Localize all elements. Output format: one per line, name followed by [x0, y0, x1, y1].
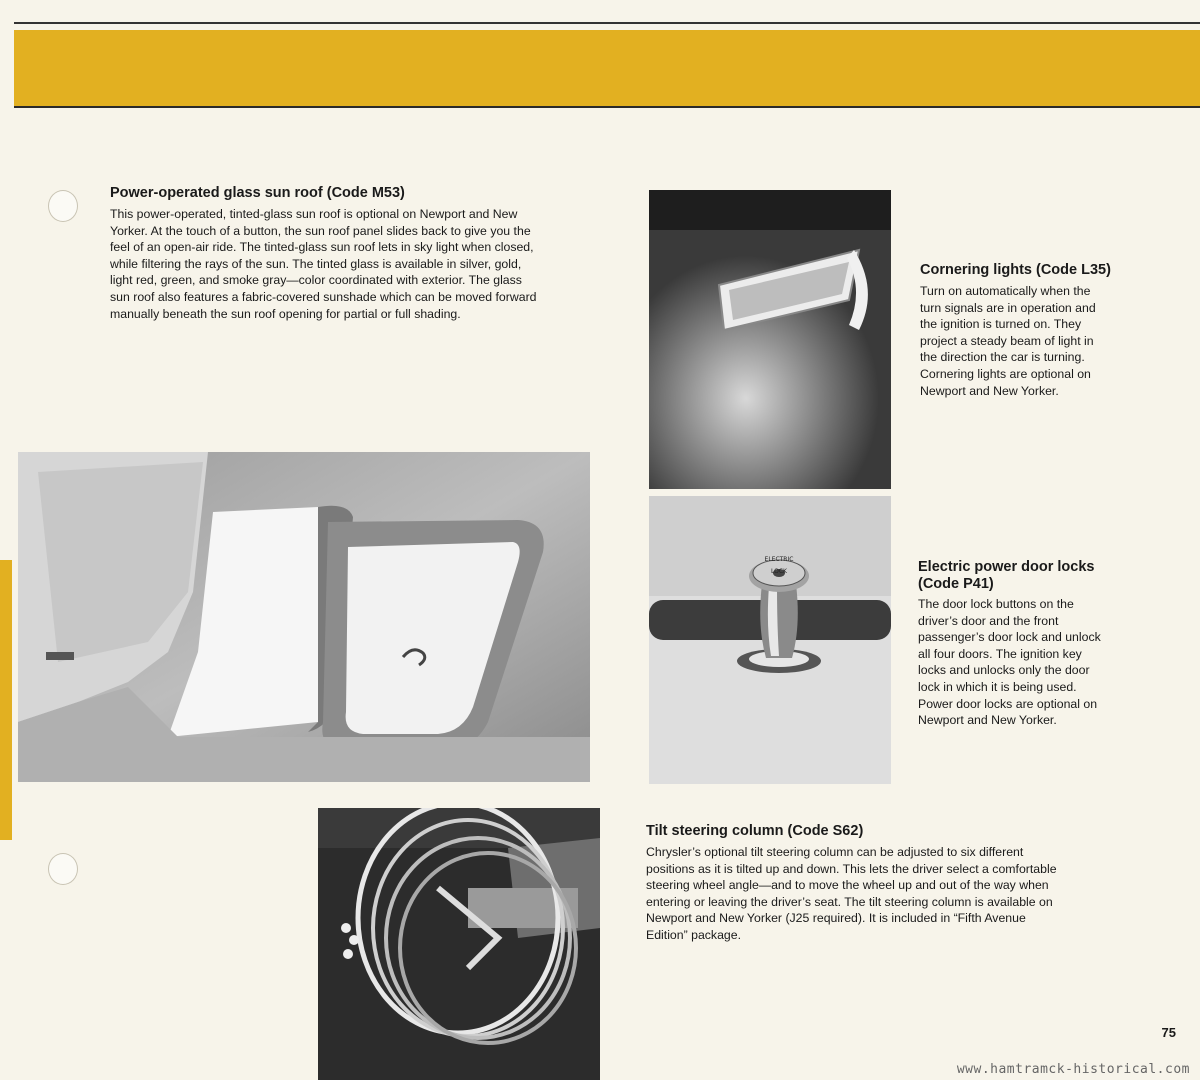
binder-punch-hole: [48, 190, 78, 222]
text-line: The door lock buttons on the: [918, 597, 1074, 611]
text-line: This power-operated, tinted-glass sun roof is optional on Newport and New: [110, 207, 518, 221]
left-edge-color-strip: [0, 560, 12, 840]
text-line: the direction the car is turning.: [920, 350, 1085, 365]
text-line: turn signals are in operation and: [920, 300, 1096, 315]
text-line: entering or leaving the driver’s seat. The tilt steering column is available on: [646, 894, 1053, 909]
text-line: locks and unlocks only the door: [918, 663, 1090, 678]
sunroof-photo: [18, 452, 590, 782]
text-line: manually beneath the sun roof opening for partial or full shading.: [110, 306, 461, 321]
text-line: all four doors. The ignition key: [918, 646, 1082, 661]
lock-label-line: LOCK: [771, 568, 787, 575]
binder-punch-hole: [48, 853, 78, 885]
tilt-heading: Tilt steering column (Code S62): [646, 823, 864, 839]
sunroof-description: [110, 206, 600, 322]
text-line: sun roof also features a fabric-covered sunshade which can be moved forward: [110, 289, 537, 304]
text-line: passenger’s door lock and unlock: [918, 630, 1101, 645]
lock-button-label: [753, 556, 805, 575]
text-line: positions as it is tilted up and down. This lets the driver select a comfortable: [646, 861, 1057, 876]
text-line: steering wheel angle—and to move the wheel up and out of the way when: [646, 878, 1049, 893]
text-line: driver’s door and the front: [918, 613, 1059, 628]
heading-line: (Code P41): [918, 576, 994, 592]
sunroof-heading: Power-operated glass sun roof (Code M53): [110, 185, 405, 201]
text-line: Yorker. At the touch of a button, the sun roof panel slides back to give you the: [110, 223, 531, 238]
cornering-description: [920, 283, 1160, 399]
header-color-band: [14, 30, 1200, 108]
tilt-steering-photo: [318, 808, 600, 1080]
text-line: Newport and New Yorker.: [920, 383, 1059, 398]
cornering-light-photo: [649, 190, 891, 489]
text-line: Newport and New Yorker (J25 required). It is included in “Fifth Avenue: [646, 911, 1026, 926]
text-line: Newport and New Yorker.: [918, 713, 1057, 728]
text-line: project a steady beam of light in: [920, 333, 1094, 348]
text-line: Edition” package.: [646, 927, 742, 942]
source-watermark: www.hamtramck-historical.com: [956, 1062, 1190, 1077]
text-line: Cornering lights are optional on: [920, 366, 1091, 381]
text-line: while filtering the rays of the sun. The tinted glass is available in silver, gold,: [110, 256, 522, 271]
tilt-description: [646, 844, 1146, 944]
text-line: the ignition is turned on. They: [920, 317, 1082, 332]
doorlocks-heading: [918, 559, 1094, 593]
top-rule: [14, 22, 1200, 24]
text-line: Chrysler’s optional tilt steering column can be adjusted to six different: [646, 845, 1024, 859]
lock-label-line: ELECTRIC: [764, 556, 794, 563]
text-line: lock in which it is being used.: [918, 679, 1077, 694]
door-lock-photo: [649, 496, 891, 784]
cornering-heading: Cornering lights (Code L35): [920, 262, 1111, 278]
text-line: feel of an open-air ride. The tinted-glass sun roof lets in sky light when closed,: [110, 240, 534, 255]
doorlocks-description: [918, 596, 1168, 729]
text-line: light red, green, and smoke gray—color coordinated with exterior. The glass: [110, 273, 522, 288]
text-line: Power door locks are optional on: [918, 696, 1098, 711]
heading-line: Electric power door locks: [918, 559, 1095, 575]
page-number: 75: [1161, 1025, 1176, 1040]
text-line: Turn on automatically when the: [920, 284, 1091, 298]
